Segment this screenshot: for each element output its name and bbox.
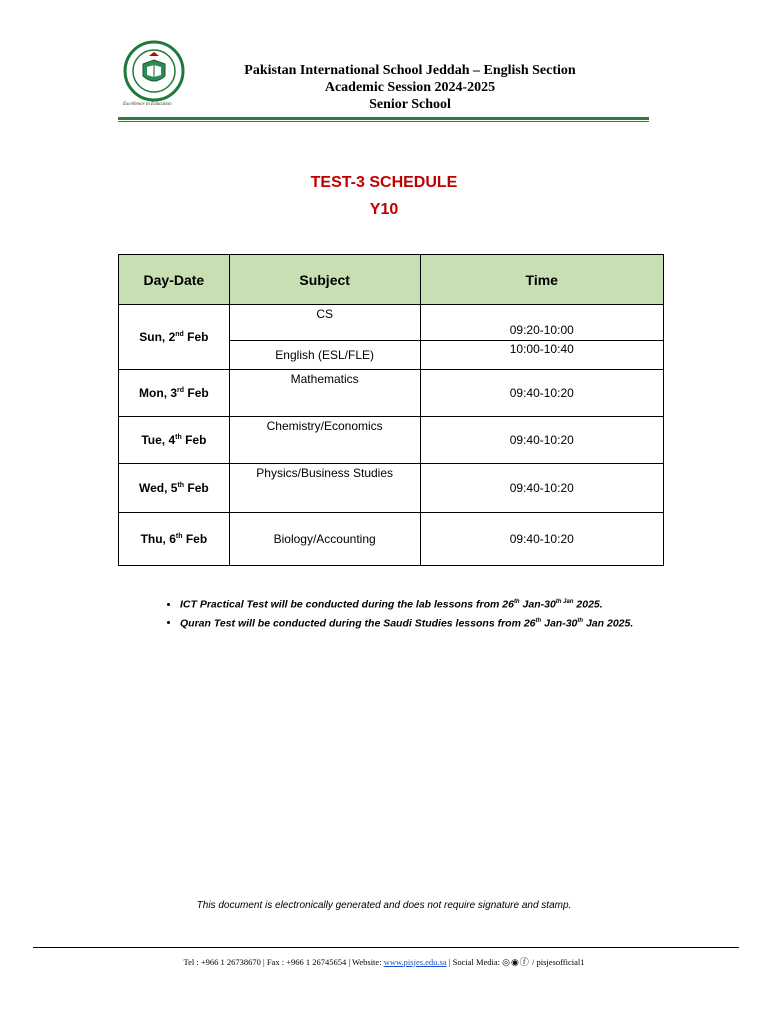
table-row [119,513,664,566]
time-cell [420,305,663,370]
day-cell: Tue, 4th Feb [119,417,230,464]
subject-cell: Biology/Accounting [229,513,420,566]
website-link[interactable]: www.pisjes.edu.sa [383,957,447,967]
time-cell: 09:40-10:20 [420,417,663,464]
subject-cell: Mathematics [229,370,420,417]
social-media-icons[interactable]: ◎◉ⓕ [502,957,530,967]
footer [0,955,768,968]
header-time: Time [420,255,663,305]
header-rule [118,117,649,120]
table-row [119,305,664,341]
disclaimer: This document is electronically generated and does not require signature and stamp. [196,900,572,911]
subject-cell: Chemistry/Economics [229,417,420,464]
header-rule-thin [118,121,649,122]
time-cell-divider [421,340,663,341]
footer-social-label: | Social Media: [446,957,503,967]
subject-cell: Physics/Business Studies [229,464,420,513]
table-row [119,370,664,417]
footer-rule [33,947,739,948]
day-cell: Sun, 2nd Feb [119,305,230,370]
school-header [210,62,610,113]
time-cell: 09:40-10:20 [420,370,663,417]
day-cell: Thu, 6th Feb [119,513,230,566]
note-quran: • Quran Test will be conducted during the Saudi Studies lessons from 26th Jan-30th Jan 2025. [180,613,740,632]
school-name: Pakistan International School Jeddah – English Section [244,63,576,78]
schedule-table [118,254,664,566]
time-value: 10:00-10:40 [509,342,574,356]
time-value: 09:20-10:00 [509,323,574,337]
subject-cell: CS [229,305,420,341]
day-cell: Mon, 3rd Feb [119,370,230,417]
social-handle: / pisjesofficial1 [529,957,585,967]
school-logo [119,40,189,114]
day-cell: Wed, 5th Feb [119,464,230,513]
time-cell: 09:40-10:20 [420,513,663,566]
year-group: Y10 [369,201,399,218]
school-crest-icon [119,40,189,104]
schedule-title: TEST-3 SCHEDULE [310,174,458,191]
academic-session: Academic Session 2024-2025 [324,80,496,95]
subject-cell: English (ESL/FLE) [229,341,420,370]
notes-list [160,594,740,631]
logo-motto: Excellence in Education [123,102,172,107]
table-row [119,417,664,464]
header-day-date: Day-Date [119,255,230,305]
header-subject: Subject [229,255,420,305]
note-ict: • ICT Practical Test will be conducted during the lab lessons from 26th Jan-$30^{th Jan}$ 2025. [180,594,740,613]
time-cell: 09:40-10:20 [420,464,663,513]
footer-contact: Tel : +966 1 26738670 | Fax : +966 1 26745654 | Website: [183,957,384,967]
table-row [119,464,664,513]
school-section: Senior School [369,97,451,112]
table-header-row [119,255,664,305]
